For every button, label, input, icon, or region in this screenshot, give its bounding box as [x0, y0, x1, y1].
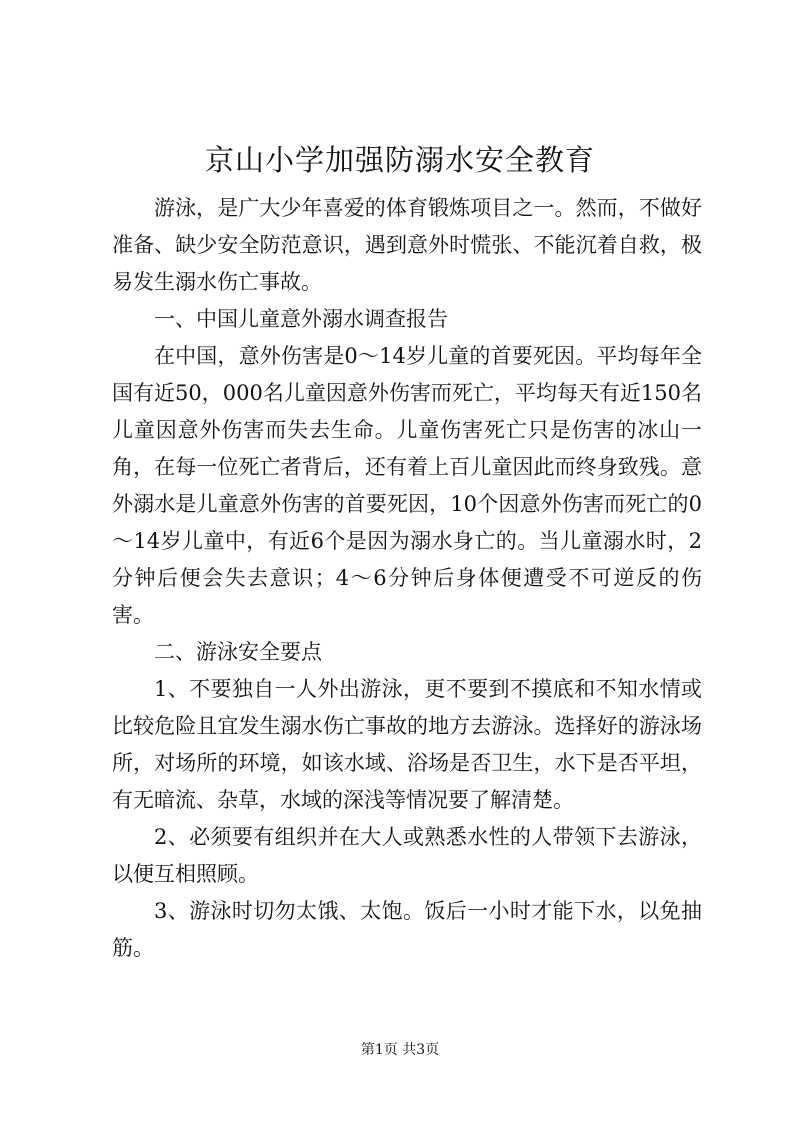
paragraph-point-2: 2、必须要有组织并在大人或熟悉水性的人带领下去游泳，以便互相照顾。 — [112, 825, 702, 886]
section-heading-2: 二、游泳安全要点 — [154, 640, 322, 664]
paragraph-point-3: 3、游泳时切勿太饿、太饱。饭后一小时才能下水，以免抽筋。 — [112, 899, 702, 960]
document-body — [112, 190, 702, 967]
page-footer: 第1页 共3页 — [360, 1042, 440, 1058]
document-title: 京山小学加强防溺水安全教育 — [204, 143, 595, 177]
paragraph-report: 在中国，意外伤害是0～14岁儿童的首要死因。平均每年全国有近50，000名儿童因意外伤害而死亡，平均每天有近150名儿童因意外伤害而失去生命。儿童伤害死亡只是伤害的冰山一角，在每一位死亡者背后，还有着上百儿童因此而终身致残。意外溺水是儿童意外伤害的首要死因，10个因意外伤害而死亡的0～14岁儿童中，有近6个是因为溺水身亡的。当儿童溺水时，2分钟后便会失去意识；4～6分钟后身体便遭受不可逆反的伤害。 — [112, 344, 702, 627]
section-heading-1: 一、中国儿童意外溺水调查报告 — [154, 307, 448, 331]
paragraph-point-1: 1、不要独自一人外出游泳，更不要到不摸底和不知水情或比较危险且宜发生溺水伤亡事故的地方去游泳。选择好的游泳场所，对场所的环境，如该水域、浴场是否卫生，水下是否平坦，有无暗流、杂草，水域的深浅等情况要了解清楚。 — [112, 677, 702, 812]
paragraph-intro: 游泳，是广大少年喜爱的体育锻炼项目之一。然而，不做好准备、缺少安全防范意识，遇到意外时慌张、不能沉着自救，极易发生溺水伤亡事故。 — [112, 196, 702, 294]
